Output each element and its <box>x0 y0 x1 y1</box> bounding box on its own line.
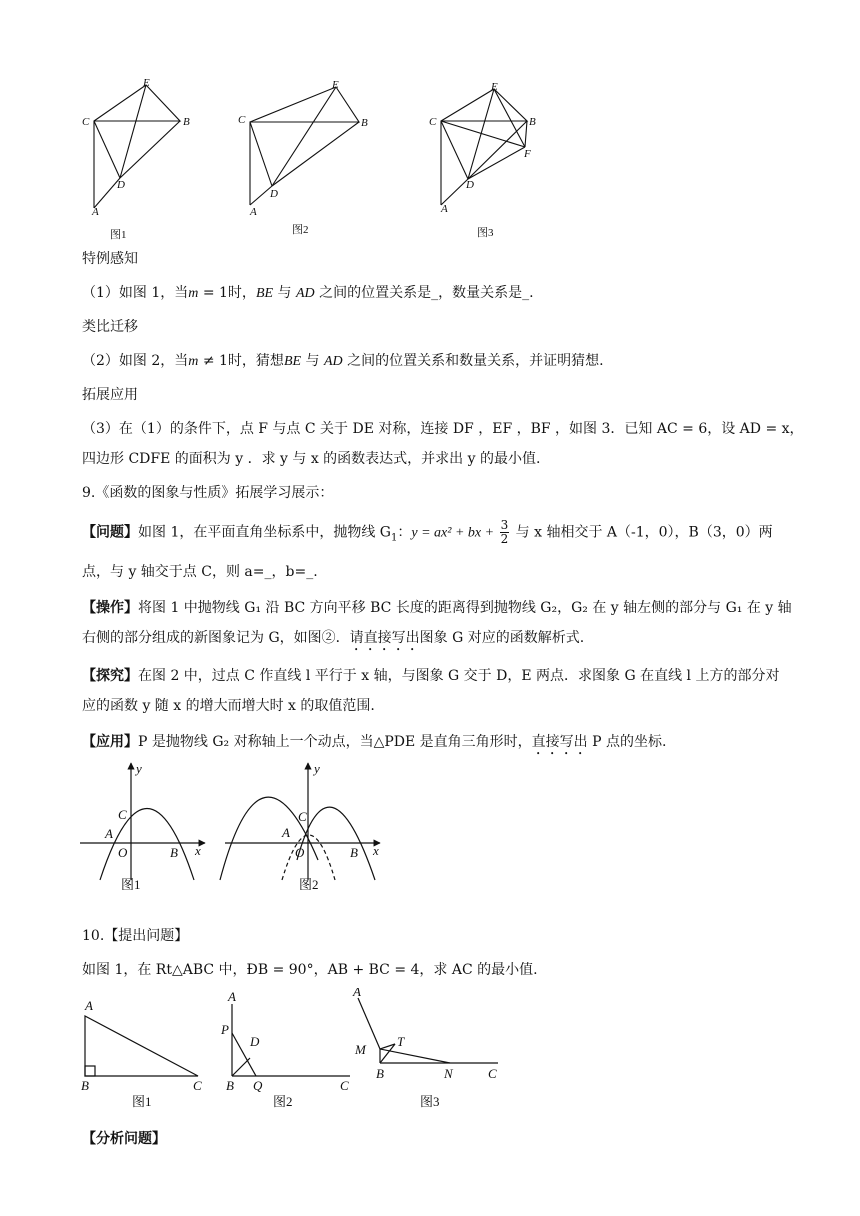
q10-fig2-D: D <box>250 1034 260 1049</box>
fig1-label-D: D <box>117 179 125 191</box>
q9-problem-line1: 【问题】如图 1，在平面直角坐标系中，抛物线 $G_1$：y = ax² + bx + $\frac{3}{2}$ 与 x 轴相交于 A（-1，0），B（3，0）两 <box>82 518 773 546</box>
q10-fig2-C: C <box>340 1078 349 1093</box>
fig2-label-A: A <box>250 206 257 218</box>
fig1-label-C: C <box>118 807 127 822</box>
fig2-label-C: C <box>298 809 307 824</box>
fig2-axis-x: x <box>373 843 379 858</box>
heading-extension: 拓展应用 <box>82 387 138 403</box>
fig1-label-O: O <box>118 845 128 860</box>
q8-part1: （1）如图 1，当m = 1时，BE 与 AD 之间的位置关系是_，数量关系是_. <box>82 285 534 301</box>
triangle-figures <box>75 988 515 1113</box>
fig2-label-B: B <box>350 845 358 860</box>
fig2-label-C: C <box>238 114 246 126</box>
q10-fig2-caption: 图2 <box>273 1094 293 1109</box>
fig1-axis-x: x <box>195 843 201 858</box>
fig2-label-E: E <box>332 79 339 91</box>
q10-fig3-M: M <box>355 1042 366 1057</box>
fraction-three-halves: $\frac{3}{2}$ <box>500 518 509 546</box>
q9-fig2-caption: 图2 <box>299 877 319 890</box>
q8-part2: （2）如图 2，当m ≠ 1时，猜想BE 与 AD 之间的位置关系和数量关系，并证明猜想. <box>82 353 604 369</box>
q8-part3-line1: （3）在（1）的条件下，点 F 与点 C 关于 DE 对称，连接 DF ，EF ，BF ，如图 3．已知 AC = 6，设 AD = x， <box>82 421 804 437</box>
q9-explore-line1: 【探究】在图 2 中，过点 C 作直线 l 平行于 x 轴，与图象 G 交于 D，E 两点．求图象 G 在直线 l 上方的部分对 <box>82 668 780 684</box>
parabola-figures <box>75 755 395 890</box>
fig1-caption: 图1 <box>110 229 127 241</box>
fig1-label-E: E <box>143 77 150 89</box>
q9-fig1-caption: 图1 <box>121 877 141 890</box>
q9-operation-line2: 右侧的部分组成的新图象记为 G，如图②．请直接写出图象 G 对应的函数解析式. <box>82 630 585 646</box>
q8-part3-line2: 四边形 CDFE 的面积为 y ．求 y 与 x 的函数表达式，并求出 y 的最小值. <box>82 451 541 467</box>
fig3-caption: 图3 <box>477 227 494 239</box>
q10-fig3-B: B <box>376 1066 384 1081</box>
fig1-label-B: B <box>170 845 178 860</box>
fig2-label-O: O <box>295 845 305 860</box>
fig3-label-E: E <box>491 81 498 93</box>
fig1-label-A: A <box>92 206 99 218</box>
q10-fig3-T: T <box>397 1034 405 1049</box>
q10-fig2-B: B <box>226 1078 234 1093</box>
q10-statement: 如图 1，在 Rt△ABC 中，ÐB = 90°，AB + BC = 4，求 AC 的最小值. <box>82 962 538 978</box>
fig2-axis-y: y <box>314 761 320 776</box>
q10-fig3-caption: 图3 <box>420 1094 440 1109</box>
fig2-caption: 图2 <box>292 224 309 236</box>
q10-fig1-A: A <box>85 998 93 1013</box>
q9-title: 9.《函数的图象与性质》拓展学习展示： <box>82 485 334 501</box>
fig2-label-D: D <box>270 188 278 200</box>
fig2-label-A: A <box>282 825 290 840</box>
q10-fig3-A: A <box>353 988 361 999</box>
fig3-label-D: D <box>466 179 474 191</box>
fig2-label-B: B <box>361 117 368 129</box>
q10-fig2-Q: Q <box>253 1078 263 1093</box>
q10-fig2-P: P <box>221 1022 229 1037</box>
q10-fig1-caption: 图1 <box>132 1094 152 1109</box>
fig3-label-B: B <box>529 116 536 128</box>
q10-title: 10.【提出问题】 <box>82 928 189 944</box>
q9-problem-line2: 点，与 y 轴交于点 C，则 a=_，b=_. <box>82 564 318 580</box>
geometry-figures-row-1 <box>70 75 550 245</box>
q10-fig1-C: C <box>193 1078 202 1093</box>
fig3-label-F: F <box>524 148 531 160</box>
fig3-label-C: C <box>429 116 437 128</box>
q9-apply-line: 【应用】P 是抛物线 G₂ 对称轴上一个动点，当△PDE 是直角三角形时，直接写出 P 点的坐标. <box>82 734 667 750</box>
q10-fig3-N: N <box>444 1066 453 1081</box>
fig1-label-A: A <box>105 826 113 841</box>
fig1-label-C: C <box>82 116 90 128</box>
fig1-axis-y: y <box>136 761 142 776</box>
heading-special-case: 特例感知 <box>82 251 138 267</box>
q10-analysis-heading: 【分析问题】 <box>82 1131 166 1147</box>
q10-fig3-C: C <box>488 1066 497 1081</box>
heading-analogy: 类比迁移 <box>82 319 138 335</box>
fig1-label-B: B <box>183 116 190 128</box>
fig3-label-A: A <box>441 203 448 215</box>
q10-fig2-A: A <box>228 989 236 1004</box>
q10-fig1-B: B <box>81 1078 89 1093</box>
q9-operation-line1: 【操作】将图 1 中抛物线 G₁ 沿 BC 方向平移 BC 长度的距离得到抛物线 G₂，G₂ 在 y 轴左侧的部分与 G₁ 在 y 轴 <box>82 600 792 616</box>
q9-explore-line2: 应的函数 y 随 x 的增大而增大时 x 的取值范围. <box>82 698 375 714</box>
